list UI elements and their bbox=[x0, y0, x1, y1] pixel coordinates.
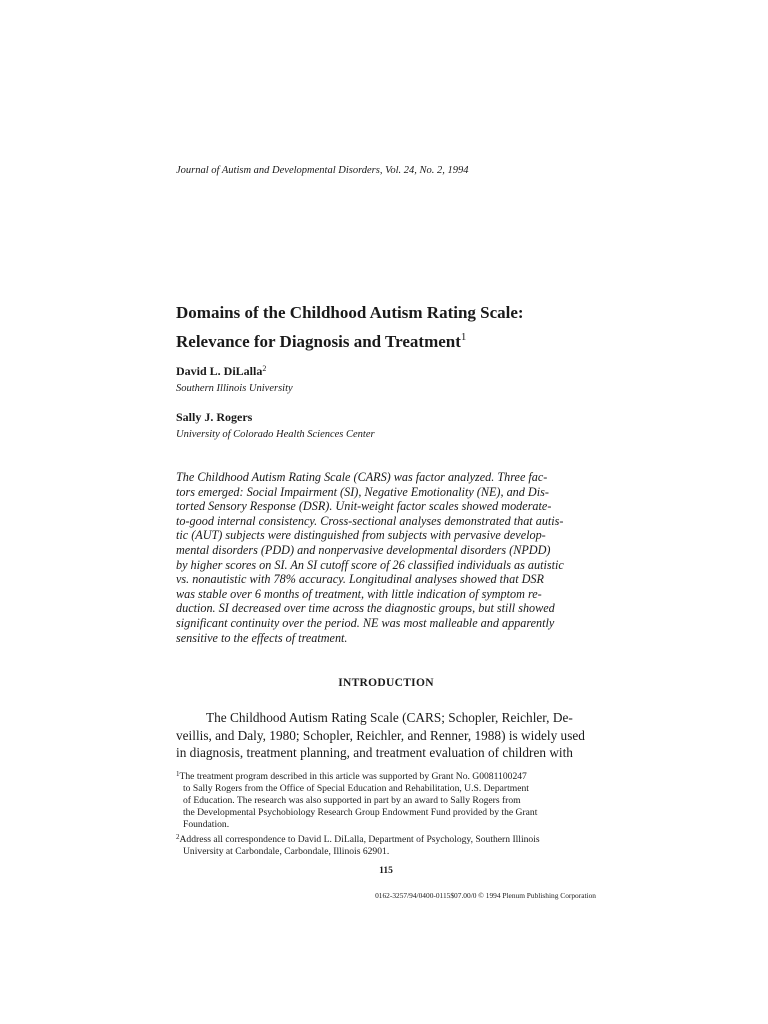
footnote-mark: 2 bbox=[176, 833, 180, 841]
abstract-line: mental disorders (PDD) and nonpervasive developmental disorders (NPDD) bbox=[176, 542, 551, 557]
body-line: The Childhood Autism Rating Scale (CARS; Schopler, Reichler, De- bbox=[206, 710, 573, 725]
abstract-line: torted Sensory Response (DSR). Unit-weight factor scales showed moderate- bbox=[176, 499, 552, 514]
article-title-line-2 bbox=[176, 325, 524, 354]
footnote-1-line: to Sally Rogers from the Office of Special Education and Rehabilitation, U.S. Department bbox=[183, 783, 529, 794]
abstract-line: The Childhood Autism Rating Scale (CARS) was factor analyzed. Three fac- bbox=[176, 470, 548, 484]
footnote-text: Address all correspondence to David L. DiLalla, Department of Psychology, Southern Illinois bbox=[179, 834, 540, 845]
abstract-line: was stable over 6 months of treatment, with little indication of symptom re- bbox=[176, 586, 542, 601]
footnote-mark: 1 bbox=[176, 770, 180, 778]
article-title-line-2-text: Relevance for Diagnosis and Treatment bbox=[176, 332, 461, 351]
page-number: 115 bbox=[379, 866, 393, 876]
introduction-body bbox=[176, 709, 596, 762]
footnote-1-line: the Developmental Psychobiology Research Group Endowment Fund provided by the Grant bbox=[183, 807, 538, 818]
title-footnote-mark: 1 bbox=[460, 331, 467, 343]
abstract-line: sensitive to the effects of treatment. bbox=[176, 630, 348, 645]
footnote-text: The treatment program described in this article was supported by Grant No. G0081100247 bbox=[179, 771, 527, 782]
footnote-1-line: of Education. The research was also supported in part by an award to Sally Rogers from bbox=[183, 795, 521, 806]
footnote-2-line bbox=[176, 831, 596, 846]
body-line: in diagnosis, treatment planning, and treatment evaluation of children with bbox=[176, 745, 573, 760]
abstract-line: to-good internal consistency. Cross-sectional analyses demonstrated that autis- bbox=[176, 513, 564, 528]
abstract-line: duction. SI decreased over time across the diagnostic groups, but still showed bbox=[176, 601, 555, 616]
author-name bbox=[176, 360, 293, 380]
abstract bbox=[176, 470, 596, 645]
author-name bbox=[176, 408, 375, 426]
author-footnote-mark: 2 bbox=[262, 364, 267, 373]
article-title bbox=[176, 301, 524, 354]
author-name-text: Sally J. Rogers bbox=[176, 410, 253, 424]
abstract-line: tors emerged: Social Impairment (SI), Negative Emotionality (NE), and Dis- bbox=[176, 484, 549, 499]
footnote-1-line bbox=[176, 768, 596, 783]
section-heading-introduction: INTRODUCTION bbox=[338, 677, 434, 689]
author-affiliation: Southern Illinois University bbox=[176, 383, 293, 394]
author-affiliation: University of Colorado Health Sciences Center bbox=[176, 429, 375, 440]
author-block-2 bbox=[176, 408, 375, 444]
author-block-1 bbox=[176, 360, 293, 398]
abstract-line: tic (AUT) subjects were distinguished from subjects with pervasive develop- bbox=[176, 528, 546, 543]
abstract-line: vs. nonautistic with 78% accuracy. Longitudinal analyses showed that DSR bbox=[176, 572, 544, 587]
abstract-line: significant continuity over the period. NE was most malleable and apparently bbox=[176, 615, 555, 630]
article-title-line-1: Domains of the Childhood Autism Rating Scale: bbox=[176, 303, 524, 322]
journal-citation: Journal of Autism and Developmental Disorders, Vol. 24, No. 2, 1994 bbox=[176, 165, 469, 176]
body-line: veillis, and Daly, 1980; Schopler, Reichler, and Renner, 1988) is widely used bbox=[176, 727, 585, 743]
abstract-line: by higher scores on SI. An SI cutoff score of 26 classified individuals as autistic bbox=[176, 557, 564, 572]
copyright-line: 0162-3257/94/0400-0115$07.00/0 © 1994 Plenum Publishing Corporation bbox=[375, 891, 596, 900]
footnote-2-line: University at Carbondale, Carbondale, Illinois 62901. bbox=[183, 846, 390, 857]
footnotes bbox=[176, 768, 596, 858]
author-name-text: David L. DiLalla bbox=[176, 364, 263, 378]
footnote-1-line: Foundation. bbox=[183, 819, 230, 830]
